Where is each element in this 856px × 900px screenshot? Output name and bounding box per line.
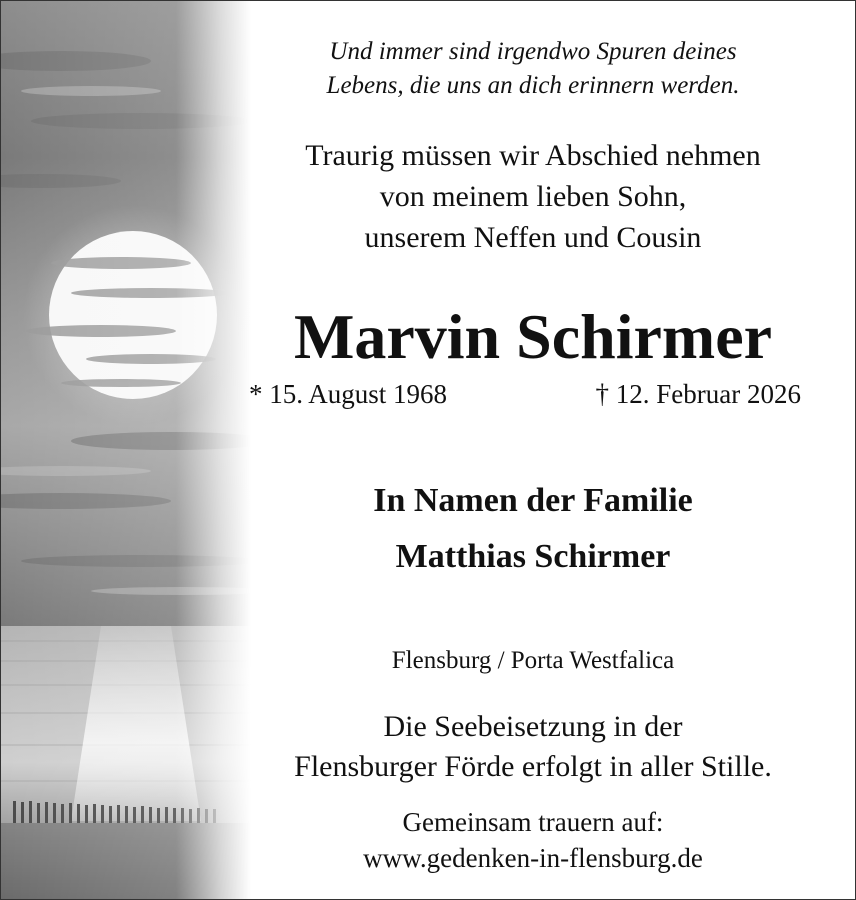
burial-line-2: Flensburger Förde erfolgt in aller Stille. xyxy=(294,750,772,783)
family-line-2: Matthias Schirmer xyxy=(395,538,671,575)
online-line-1: Gemeinsam trauern auf: xyxy=(402,807,664,837)
burial-line-1: Die Seebeisetzung in der xyxy=(383,710,683,743)
intro-line-3: unserem Neffen und Cousin xyxy=(364,221,702,254)
sunset-sea-photo xyxy=(1,1,251,899)
intro-line-2: von meinem lieben Sohn, xyxy=(379,180,687,213)
family-signature xyxy=(233,473,833,585)
burial-notice xyxy=(233,707,833,787)
quote-line-1: Und immer sind irgendwo Spuren deines xyxy=(329,38,737,65)
intro-text xyxy=(233,135,833,258)
intro-line-1: Traurig müssen wir Abschied nehmen xyxy=(305,139,761,172)
obituary-text xyxy=(233,1,833,899)
online-memorial xyxy=(233,804,833,876)
memorial-quote xyxy=(233,35,833,103)
online-url: www.gedenken-in-flensburg.de xyxy=(363,843,703,873)
birth-date: * 15. August 1968 xyxy=(249,379,448,409)
death-date: † 12. Februar 2026 xyxy=(595,379,801,409)
family-line-1: In Namen der Familie xyxy=(373,482,693,519)
quote-line-2: Lebens, die uns an dich erinnern werden. xyxy=(326,72,740,99)
deceased-name: Marvin Schirmer xyxy=(293,301,773,372)
place-text: Flensburg / Porta Westfalica xyxy=(391,647,675,674)
